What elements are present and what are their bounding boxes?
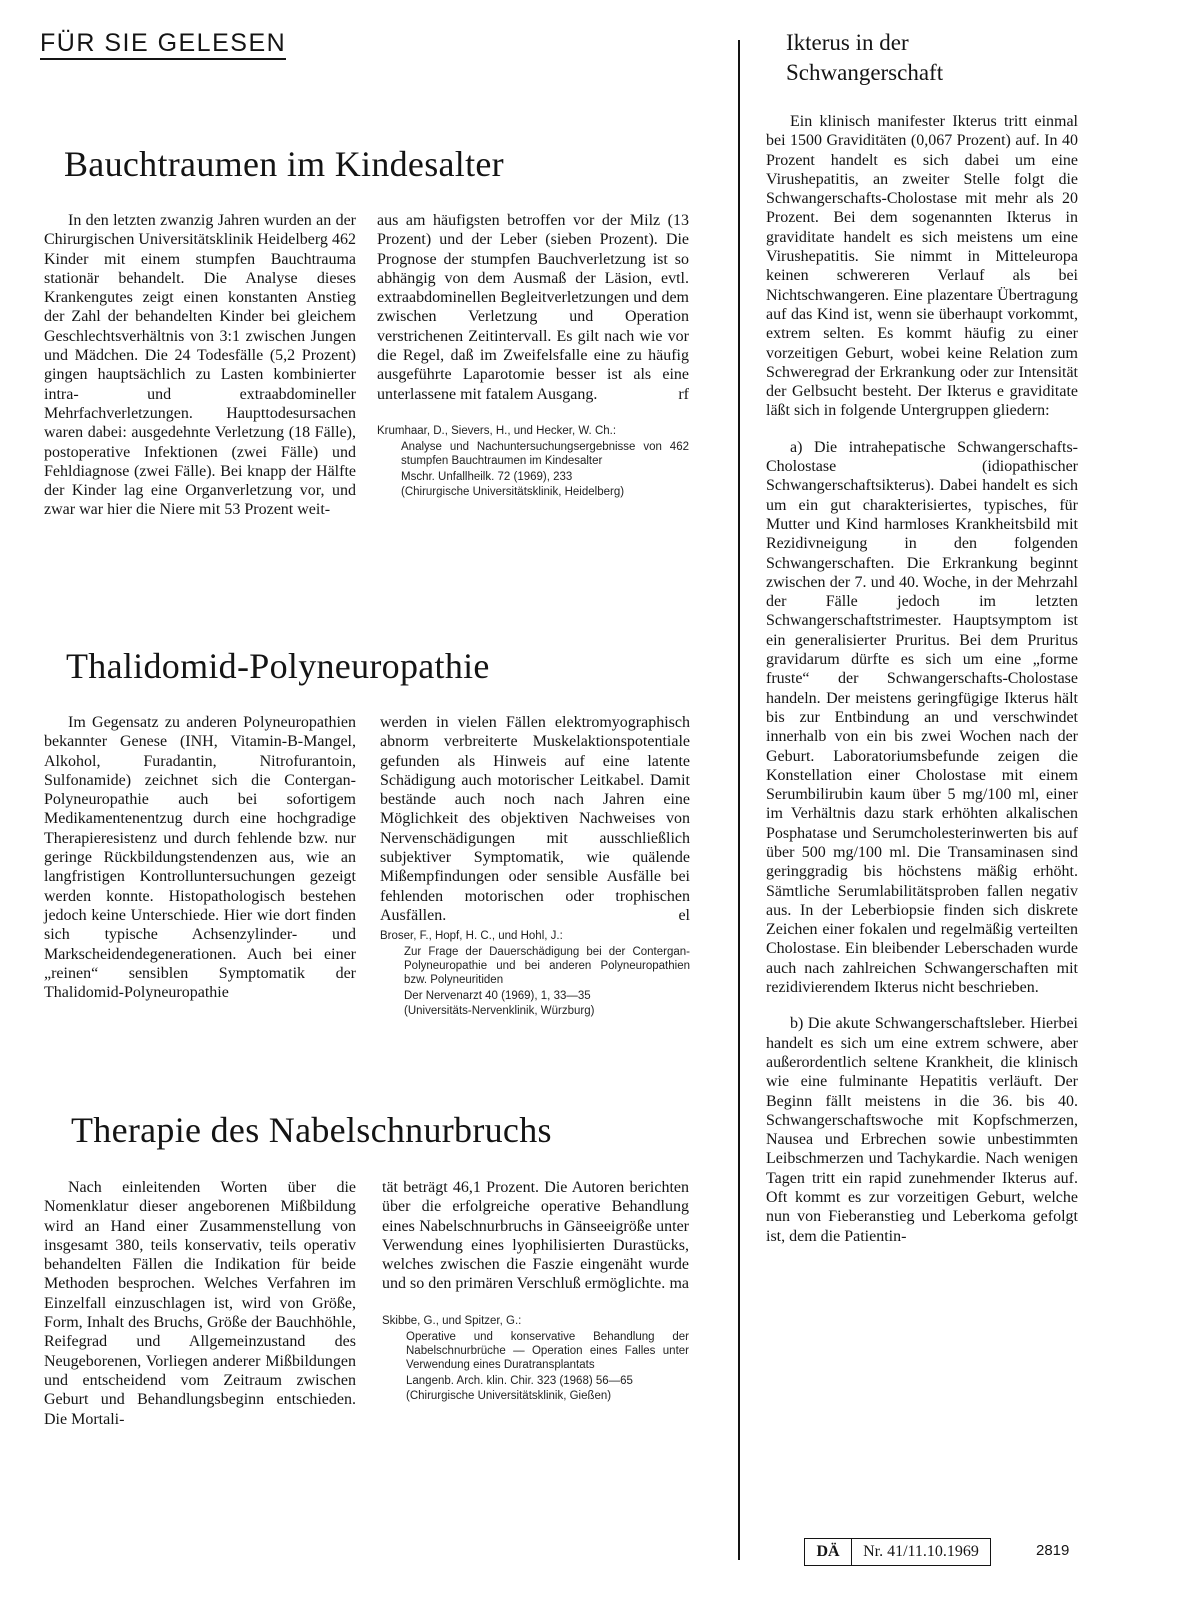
body-text-continued: aus am häufigsten betroffen vor der Milz (13 Prozent) und der Leber (sieben Prozent). Die Prognose der stumpfen Bauchverletzung ist so abhängig von dem Ausmaß der Läsion, evtl. extraabdominellen Begleitverletzungen und dem zwischen Verletzung und Operation verstrichenen Zeitintervall. Es gilt nach wie vor die Regel, daß im Zweifelsfalle eine zu häufig ausgeführte Laparotomie besser ist als eine unterlassene mit fatalem Ausgang. bbox=[377, 212, 689, 403]
sidebar-title-line: Ikterus in der bbox=[786, 30, 909, 55]
journal-logo: DÄ bbox=[805, 1539, 852, 1565]
sidebar-paragraph: a) Die intrahepatische Schwangerschafts-Cholostase (idiopathischer Schwangerschaftsikterus). Dabei handelt es sich um ein gut charakterisiertes, typisches, für Mutter und Kind harmloses Krankheitsbild mit Rezidivneigung in den folgenden Schwangerschaften. Die Erkrankung beginnt zwischen der 7. und 40. Woche, in der Mehrzahl der Fälle jedoch im letzten Schwangerschaftstrimester. Hauptsymptom ist ein generalisierter Pruritus. Bei dem Pruritus gravidarum dürfte es sich um eine „forme fruste“ der Schwangerschafts-Cholostase handeln. Der meistens geringfügige Ikterus hält bis zur Entbindung an und verschwindet innerhalb von ein bis zwei Wochen nach der Geburt. Laboratoriumsbefunde zeigen die Konstellation einer Cholostase mit einem Serumbilirubin kaum über 5 mg/100 ml, einer im Verhältnis dazu stark erhöhten alkalischen Posphatase und Serumcholesterinwerten bis auf über 500 mg/100 ml. Die Transaminasen sind geringgradig bis höchstens mäßig erhöht. Sämtliche Serumlabilitätsproben fallen negativ aus. In der Leberbiopsie finden sich diskrete Zeichen einer fokalen und regelmäßig verteilten Cholostase. Ein bleibender Leberschaden wurde auch nach zahlreichen Schwangerschaften mit rezidivierendem Ikterus nicht beschrieben. bbox=[766, 438, 1078, 997]
sidebar-paragraph: Ein klinisch manifester Ikterus tritt einmal bei 1500 Graviditäten (0,067 Prozent) auf. In 40 Prozent handelt es sich dabei um eine Virushepatitis, an zweiter Stelle folgt die Schwangerschafts-Cholostase mit mehr als 20 Prozent. Bei dem sogenannten Ikterus in graviditate handelt es sich meistens um eine Virushepatitis. Sie nimmt in Mitteleuropa keinen schwereren Verlauf als bei Nichtschwangeren. Eine plazentare Übertragung auf das Kind ist, wenn sie überhaupt vorkommt, extrem selten. Es kommt häufig zu einer vorzeitigen Geburt, wobei keine Relation zum Schweregrad der Erkrankung oder zur Intensität der Gelbsucht besteht. Der Ikterus e graviditate läßt sich in folgende Untergruppen gliedern: bbox=[766, 113, 1078, 420]
reference-title: Zur Frage der Dauerschädigung bei der Contergan-Polyneuropathie und bei anderen Polyneuropathien bzw. Polyneuritiden bbox=[404, 946, 690, 987]
reference-authors: Skibbe, G., und Spitzer, G.: bbox=[382, 1314, 522, 1327]
article-body-col1 bbox=[44, 1178, 356, 1429]
body-text-continued: tät beträgt 46,1 Prozent. Die Autoren berichten über die erfolgreiche operative Behandlung eines Nabelschnurbruchs in Gänseeigröße unter Verwendung eines lyophilisierten Durastücks, welches zwischen die Faszie eingenäht wurde und so den primären Verschluß ermöglichte. bbox=[382, 1179, 689, 1293]
reference-block bbox=[382, 1314, 689, 1403]
body-text: Im Gegensatz zu anderen Polyneuropathien bekannter Genese (INH, Vitamin-B-Mangel, Alkohol, Furadantin, Nitrofurantoin, Sulfonamide) zeichnet sich die Contergan-Polyneuropathie auch bei sofortigem Medikamentenentzug durch eine hochgradige Therapieresistenz und durch fehlende bzw. nur geringe Rückbildungstendenzen aus, wie an langfristigen Kontrolluntersuchungen gezeigt werden konnte. Histopathologisch bestehen jedoch keine Unterschiede. Hier wie dort finden sich typische Achsenzylinder- und Markscheidendegenerationen. Auch bei einer „reinen“ sensiblen Symptomatik der Thalidomid-Polyneuropathie bbox=[44, 714, 356, 1002]
reference-title: Operative und konservative Behandlung der Nabelschnurbrüche — Operation eines Falles unter Verwendung eines Duratransplantats bbox=[406, 1330, 689, 1371]
body-text: Nach einleitenden Worten über die Nomenklatur dieser angeborenen Mißbildung wird an Hand einer Zusammenstellung von insgesamt 380, teils konservativ, teils operativ behandelten Fällen die Indikation für beide Methoden besprochen. Welches Verfahren im Einzelfall einzuschlagen ist, wird von Größe, Form, Inhalt des Bruchs, Größe der Bauchhöhle, Reifegrad und Allgemeinzustand des Neugeborenen, Vorliegen anderer Mißbildungen und entscheidend vom Zeitraum zwischen Geburt und Behandlungsbeginn entschieden. Die Mortali- bbox=[44, 1179, 356, 1428]
reference-institution: (Universitäts-Nervenklinik, Würzburg) bbox=[404, 1005, 595, 1018]
reference-block bbox=[380, 929, 690, 1018]
article-title-nabelschnurbruch: Therapie des Nabelschnurbruchs bbox=[71, 1110, 552, 1150]
article-body-col2 bbox=[377, 211, 689, 499]
reference-journal: Der Nervenarzt 40 (1969), 1, 33—35 bbox=[404, 990, 591, 1003]
article-title-thalidomid: Thalidomid-Polyneuropathie bbox=[66, 646, 490, 686]
section-rubric: FÜR SIE GELESEN bbox=[40, 28, 286, 60]
issue-number: Nr. 41/11.10.1969 bbox=[863, 1543, 979, 1560]
article-body-col2 bbox=[382, 1178, 689, 1403]
sidebar-title bbox=[786, 28, 943, 88]
reference-authors: Krumhaar, D., Sievers, H., und Hecker, W. Ch.: bbox=[377, 424, 617, 437]
sidebar-paragraph: b) Die akute Schwangerschaftsleber. Hierbei handelt es sich um eine extrem schwere, aber außerordentlich seltene Krankheit, die klinisch wie eine fulminante Hepatitis verläuft. Der Beginn fällt meistens in die 36. bis 40. Schwangerschaftswoche mit Kopfschmerzen, Nausea und Erbrechen sowie unbestimmten Leibschmerzen und Tachykardie. Nach wenigen Tagen tritt ein rapid zunehmender Ikterus auf. Oft kommt es zur vorzeitigen Geburt, welche nun von Fieberanstieg und Leberkoma gefolgt ist, dem die Patientin- bbox=[766, 1015, 1078, 1245]
article-body-col2 bbox=[380, 713, 690, 1018]
body-text bbox=[380, 713, 690, 925]
body-text bbox=[377, 211, 689, 404]
sidebar-title-line: Schwangerschaft bbox=[786, 60, 944, 85]
article-title-bauchtraumen: Bauchtraumen im Kindesalter bbox=[64, 144, 504, 184]
footer-issue-box bbox=[804, 1538, 991, 1566]
author-initials: el bbox=[678, 906, 690, 924]
reference-title: Analyse und Nachuntersuchungsergebnisse von 462 stumpfen Bauchtraumen im Kindesalter bbox=[401, 440, 689, 467]
reference-authors: Broser, F., Hopf, H. C., und Hohl, J.: bbox=[380, 930, 563, 943]
article-body-col1 bbox=[44, 713, 356, 1002]
reference-institution: (Chirurgische Universitätsklinik, Heidelberg) bbox=[401, 485, 625, 498]
reference-journal: Langenb. Arch. klin. Chir. 323 (1968) 56—65 bbox=[406, 1374, 633, 1387]
body-text-continued: werden in vielen Fällen elektromyographisch abnorm verbreiterte Muskelaktionspotentiale gefunden als Hinweis auf eine latente Schädigung auch motorischer Leitkabel. Damit bestände auch noch nach Jahren eine Möglichkeit des objektiven Nachweises von Nervenschädigungen mit ausschließlich subjektiver Symptomatik, wie quälende Mißempfindungen oder sensible Ausfälle bei fehlenden motorischen oder trophischen Ausfällen. bbox=[380, 714, 690, 924]
page-number: 2819 bbox=[1036, 1542, 1070, 1559]
body-text: In den letzten zwanzig Jahren wurden an der Chirurgischen Universitätsklinik Heidelberg 462 Kinder mit einem stumpfen Bauchtrauma stationär behandelt. Die Analyse dieses Krankengutes zeigt einen konstanten Anstieg der Zahl der behandelten Kinder bei gleichem Geschlechtsverhältnis von 3:1 zwischen Jungen und Mädchen. Die 24 Todesfälle (5,2 Prozent) gingen hauptsächlich zu Lasten kombinierter intra- und extraabdomineller Mehrfachverletzungen. Haupttodesursachen waren dabei: ausgedehnte Verletzung (18 Fälle), postoperative Infektionen (zwei Fälle) und Fehldiagnose (zwei Fälle). Bei knapp der Hälfte der Kinder lag eine Organverletzung vor, und zwar war hier die Niere mit 53 Prozent weit- bbox=[44, 212, 356, 519]
reference-institution: (Chirurgische Universitätsklinik, Gießen) bbox=[406, 1389, 612, 1402]
reference-journal: Mschr. Unfallheilk. 72 (1969), 233 bbox=[401, 470, 573, 483]
column-divider bbox=[738, 40, 740, 1560]
article-body-col1 bbox=[44, 211, 356, 520]
author-initials: ma bbox=[669, 1275, 689, 1293]
sidebar-body bbox=[766, 112, 1078, 1246]
author-initials: rf bbox=[678, 385, 689, 403]
reference-block bbox=[377, 424, 689, 499]
body-text bbox=[382, 1178, 689, 1294]
